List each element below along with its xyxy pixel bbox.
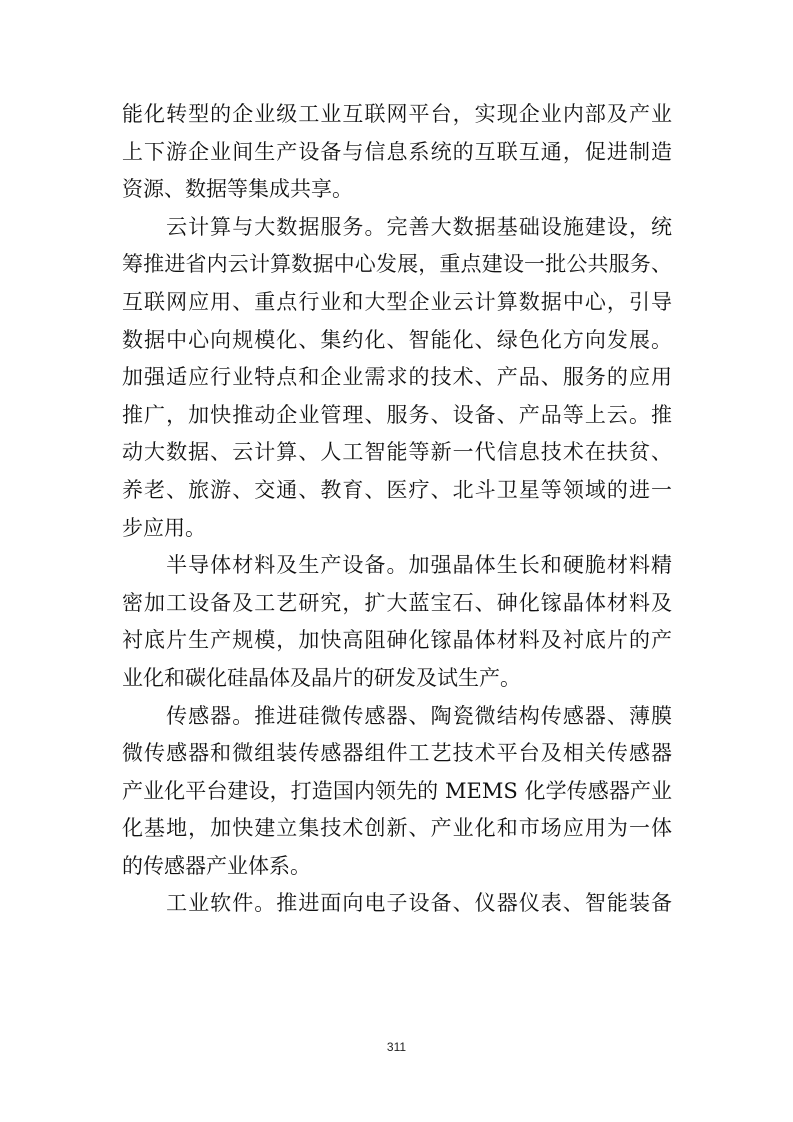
text-line: 云计算与大数据服务。完善大数据基础设施建设，统 [122, 214, 672, 239]
text-line: 微传感器和微组装传感器组件工艺技术平台及相关传感器 [122, 741, 672, 766]
text-line: 密加工设备及工艺研究，扩大蓝宝石、砷化镓晶体材料及 [122, 590, 672, 615]
text-line: 产业化平台建设，打造国内领先的 MEMS 化学传感器产业 [122, 778, 672, 803]
text-line: 筹推进省内云计算数据中心发展，重点建设一批公共服务、 [122, 252, 672, 277]
text-line: 能化转型的企业级工业互联网平台，实现企业内部及产业 [122, 102, 672, 126]
body-text [122, 96, 672, 923]
text-line: 上下游企业间生产设备与信息系统的互联互通，促进制造 [122, 139, 672, 164]
text-line: 互联网应用、重点行业和大型企业云计算数据中心，引导 [122, 289, 672, 314]
text-line: 数据中心向规模化、集约化、智能化、绿色化方向发展。 [122, 327, 672, 352]
text-line: 资源、数据等集成共享。 [122, 177, 353, 202]
text-line: 推广，加快推动企业管理、服务、设备、产品等上云。推 [122, 402, 672, 427]
text-line: 化基地，加快建立集技术创新、产业化和市场应用为一体 [122, 816, 672, 841]
page-number: 311 [386, 1040, 407, 1054]
text-line: 传感器。推进硅微传感器、陶瓷微结构传感器、薄膜 [122, 703, 672, 728]
text-line: 动大数据、云计算、人工智能等新一代信息技术在扶贫、 [122, 440, 672, 465]
text-line: 业化和碳化硅晶体及晶片的研发及试生产。 [122, 665, 521, 690]
text-line: 工业软件。推进面向电子设备、仪器仪表、智能装备 [122, 891, 672, 916]
text-line: 的传感器产业体系。 [122, 853, 311, 878]
text-line: 加强适应行业特点和企业需求的技术、产品、服务的应用 [122, 365, 672, 390]
text-line: 步应用。 [122, 515, 206, 540]
text-line: 衬底片生产规模，加快高阻砷化镓晶体材料及衬底片的产 [122, 628, 672, 653]
text-line: 养老、旅游、交通、教育、医疗、北斗卫星等领域的进一 [122, 477, 672, 502]
text-line: 半导体材料及生产设备。加强晶体生长和硬脆材料精 [122, 553, 672, 578]
